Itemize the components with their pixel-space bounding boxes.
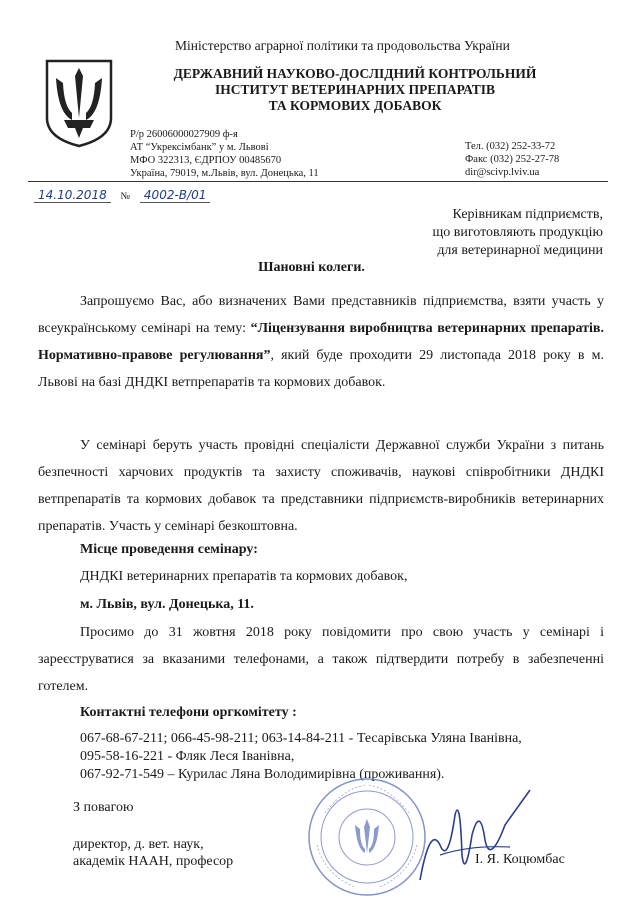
contacts-label: Контактні телефони оргкомітету :	[80, 705, 297, 720]
signer-name: І. Я. Коцюмбас	[475, 852, 565, 867]
header-divider	[28, 181, 608, 182]
venue-name: ДНДКІ ветеринарних препаратів та кормових добавок,	[80, 569, 408, 584]
signer-position: директор, д. вет. наук, академік НААН, професор	[73, 837, 234, 869]
paragraph-invitation: Запрошуємо Вас, або визначених Вами представників підприємства, взяти участь у всеукраїнському семінарі на тему: “Ліцензування виробництва ветеринарних препаратів. Нормативно-правове регулювання”, який буде проходити 29 листопада 2018 року в м. Львові на базі ДНДКІ ветпрепаратів та кормових добавок.	[38, 294, 604, 390]
contact-requisites: Тел. (032) 252-33-72 Факс (032) 252-27-78 dir@scivp.lviv.ua	[465, 141, 560, 178]
handwritten-signature-icon	[410, 785, 550, 885]
ministry-name: Міністерство аграрної політики та продовольства України	[175, 38, 510, 53]
contacts-list: 067-68-67-211; 066-45-98-211; 063-14-84-211 - Тесарівська Уляна Іванівна, 095-58-16-221 - Фляк Леся Іванівна, 067-92-71-549 – Курилас Ляна Володимирівна (проживання).	[80, 731, 522, 782]
seminar-topic: “Ліцензування виробництва ветеринарних препаратів. Нормативно-правове регулювання”	[38, 321, 604, 363]
venue-label: Місце проведення семінару:	[80, 542, 258, 557]
registration-date: 14.10.2018	[34, 188, 111, 203]
tryzub-icon	[44, 58, 114, 148]
bank-requisites: Р/р 26006000027909 ф-я АТ “Укрексімбанк” у м. Львові МФО 322313, ЄДРПОУ 00485670 Україна, 79019, м.Львів, вул. Донецька, 11	[130, 129, 319, 179]
registration-line	[34, 188, 210, 202]
regards: З повагою	[73, 800, 134, 815]
registration-number: 4002-В/01	[140, 188, 210, 203]
institute-name: ДЕРЖАВНИЙ НАУКОВО-ДОСЛІДНИЙ КОНТРОЛЬНИЙ ІНСТИТУТ ВЕТЕРИНАРНИХ ПРЕПАРАТІВ ТА КОРМОВИХ ДОБАВОК	[173, 66, 537, 113]
paragraph-registration: Просимо до 31 жовтня 2018 року повідомити про свою участь у семінарі і зареєструватися за вказаними телефонами, а також підтвердити потребу в забезпеченні готелем.	[38, 625, 604, 694]
venue-address: м. Львів, вул. Донецька, 11.	[80, 597, 254, 612]
paragraph-participants: У семінарі беруть участь провідні спеціалісти Державної служби України з питань безпечності харчових продуктів та захисту споживачів, наукові співробітники ДНДКІ ветпрепаратів та кормових добавок та представники підприємств-виробників ветеринарних препаратів. Участь у семінарі безкоштовна.	[38, 438, 604, 534]
number-label: №	[120, 191, 131, 202]
greeting: Шановні колеги.	[258, 260, 365, 275]
addressee: Керівникам підприємств, що виготовляють продукцію для ветеринарної медицини	[432, 207, 603, 258]
